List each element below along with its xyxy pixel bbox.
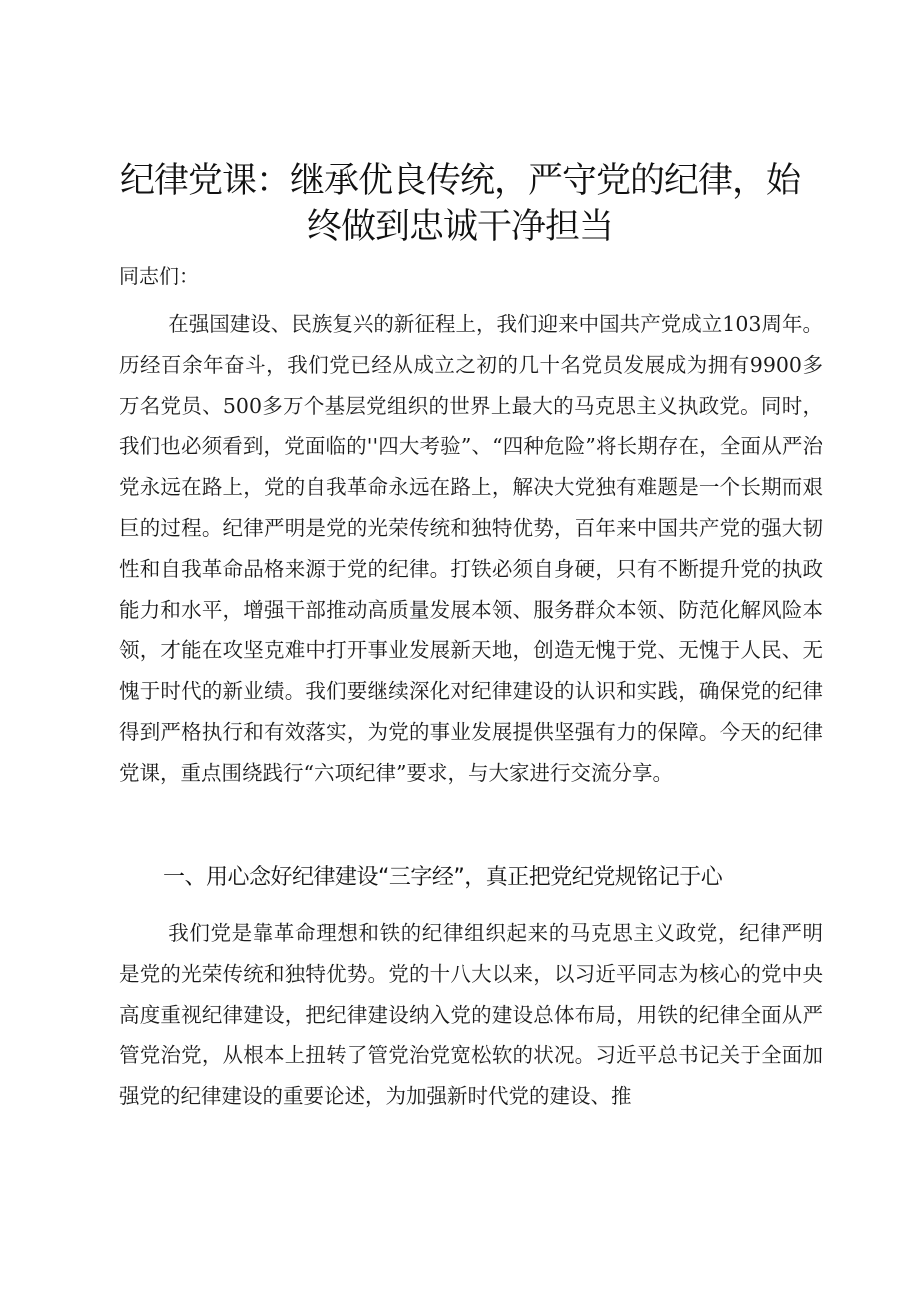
document-title: 纪律党课：继承优良传统，严守党的纪律，始终做到忠诚干净担当: [119, 161, 800, 247]
body-paragraph-intro: 在强国建设、民族复兴的新征程上，我们迎来中国共产党成立103周年。历经百余年奋斗，我们党已经从成立之初的几十名党员发展成为拥有9900多万名党员、500多万个基层党组织的世界上最大的马克思主义执政党。同时，我们也必须看到，党面临的''四大考验”、“四种危险”将长期存在，全面从严治党永远在路上，党的自我革命永远在路上，解决大党独有难题是一个长期而艰巨的过程。纪律严明是党的光荣传统和独特优势，百年来中国共产党的强大韧性和自我革命品格来源于党的纪律。打铁必须自身硬，只有不断提升党的执政能力和水平，增强干部推动高质量发展本领、服务群众本领、防范化解风险本领，才能在攻坚克难中打开事业发展新天地，创造无愧于党、无愧于人民、无愧于时代的新业绩。我们要继续深化对纪律建设的认识和实践，确保党的纪律得到严格执行和有效落实，为党的事业发展提供坚强有力的保障。今天的纪律党课，重点围绕践行“六项纪律”要求，与大家进行交流分享。: [119, 312, 823, 785]
section-heading-1: 一、用心念好纪律建设“三字经”，真正把党纪党规铭记于心: [163, 865, 723, 890]
body-paragraph-section-1: 我们党是靠革命理想和铁的纪律组织起来的马克思主义政党，纪律严明是党的光荣传统和独特优势。党的十八大以来，以习近平同志为核心的党中央高度重视纪律建设，把纪律建设纳入党的建设总体布局，用铁的纪律全面从严管党治党，从根本上扭转了管党治党宽松软的状况。习近平总书记关于全面加强党的纪律建设的重要论述，为加强新时代党的建设、推: [119, 921, 823, 1109]
greeting-text: 同志们：: [119, 264, 199, 288]
